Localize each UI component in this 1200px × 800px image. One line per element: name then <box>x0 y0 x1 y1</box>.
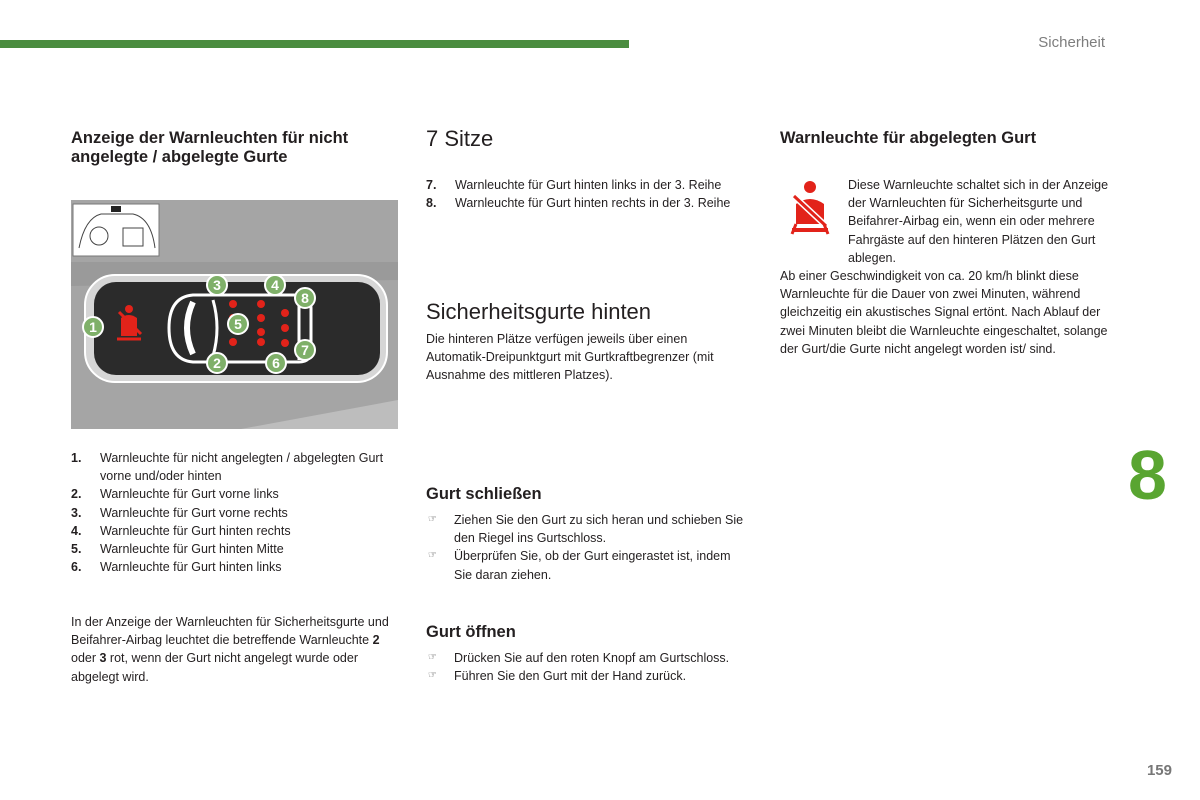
svg-text:5: 5 <box>234 316 242 332</box>
warning-display-illustration <box>71 200 398 429</box>
list-item: ☞ Führen Sie den Gurt mit der Hand zurück. <box>426 667 766 685</box>
svg-text:8: 8 <box>301 290 309 306</box>
seven-seats-heading: 7 Sitze <box>426 126 494 151</box>
rear-belts-text: Die hinteren Plätze verfügen jeweils über einen Automatik-Dreipunktgurt mit Gurtkraftbegrenzer (mit Ausnahme des mittleren Platzes). <box>426 332 714 383</box>
list-item: 8. Warnleuchte für Gurt hinten rechts in der 3. Reihe <box>426 196 731 211</box>
page-number: 159 <box>1146 762 1172 779</box>
list-item: ☞ Ziehen Sie den Gurt zu sich heran und schieben Sie den Riegel ins Gurtschloss. <box>428 513 744 546</box>
fasten-belt-heading: Gurt schließen <box>426 485 542 503</box>
chapter-number: 8 <box>1128 436 1167 514</box>
list-item: 4. Warnleuchte für Gurt hinten rechts <box>71 523 291 538</box>
list-item: 6. Warnleuchte für Gurt hinten links <box>71 560 282 575</box>
warning-legend-list <box>71 449 391 576</box>
release-belt-heading: Gurt öffnen <box>426 623 516 641</box>
list-item: 2. Warnleuchte für Gurt vorne links <box>71 487 279 502</box>
seven-seats-list <box>426 176 766 212</box>
list-item: ☞ Drücken Sie auf den roten Knopf am Gurtschloss. <box>426 649 766 667</box>
list-item: 5. Warnleuchte für Gurt hinten Mitte <box>71 542 284 557</box>
svg-text:1: 1 <box>89 319 97 335</box>
section-title: Sicherheit <box>1038 34 1105 51</box>
pointing-hand-icon: ☞ <box>428 670 437 682</box>
callout-badge-5 <box>228 314 248 334</box>
rear-belts-heading: Sicherheitsgurte hinten <box>426 299 652 324</box>
warning-display-heading: Anzeige der Warnleuchten für nicht angelegte / abgelegte Gurte <box>71 129 349 166</box>
callout-badge-6 <box>266 353 286 373</box>
callout-badge-2 <box>207 353 227 373</box>
list-item: 7. Warnleuchte für Gurt hinten links in der 3. Reihe <box>426 178 722 192</box>
svg-text:7: 7 <box>301 342 309 358</box>
warning-icon-description: Diese Warnleuchte schaltet sich in der Anzeige der Warnleuchten für Sicherheitsgurte und Beifahrer-Airbag ein, wenn ein oder mehrere Fahrgäste auf den hinteren Plätzen den Gurt ablegen. <box>848 178 1109 265</box>
list-item: 1. Warnleuchte für nicht angelegten / abgelegten Gurt vorne und/oder hinten <box>71 451 384 484</box>
release-belt-steps <box>426 649 766 685</box>
callout-badge-3 <box>207 275 227 295</box>
svg-text:4: 4 <box>271 277 279 293</box>
svg-text:2: 2 <box>213 355 221 371</box>
unfastened-belt-heading: Warnleuchte für abgelegten Gurt <box>780 129 1037 147</box>
callout-badge-1 <box>83 317 103 337</box>
svg-text:3: 3 <box>213 277 221 293</box>
fasten-belt-steps <box>426 511 751 584</box>
warning-display-note: In der Anzeige der Warnleuchten für Sicherheitsgurte und Beifahrer-Airbag leuchtet die betreffende Warnleuchte 2 oder 3 rot, wenn der Gurt nicht angelegt wurde oder abgelegt wird. <box>71 615 389 684</box>
seatbelt-warning-icon <box>786 180 834 236</box>
callout-badge-8 <box>295 288 315 308</box>
header-accent-bar <box>0 40 629 48</box>
callout-badge-7 <box>295 340 315 360</box>
list-item: 3. Warnleuchte für Gurt vorne rechts <box>71 505 288 520</box>
callout-badge-4 <box>265 275 285 295</box>
pointing-hand-icon: ☞ <box>428 514 437 525</box>
pointing-hand-icon: ☞ <box>428 652 437 663</box>
svg-text:6: 6 <box>272 355 280 371</box>
list-item: ☞ Überprüfen Sie, ob der Gurt eingerastet ist, indem Sie daran ziehen. <box>428 549 731 582</box>
warning-behavior-text: Ab einer Geschwindigkeit von ca. 20 km/h blinkt diese Warnleuchte für die Dauer von zwei Minuten, während gleichzeitig ein akustisches Signal ertönt. Nach Ablauf der zwei Minuten bleibt die Warnleuchte eingeschaltet, solange der Gurt/die Gurte nicht angelegt worden ist/ sind. <box>780 269 1108 356</box>
pointing-hand-icon: ☞ <box>428 550 437 562</box>
